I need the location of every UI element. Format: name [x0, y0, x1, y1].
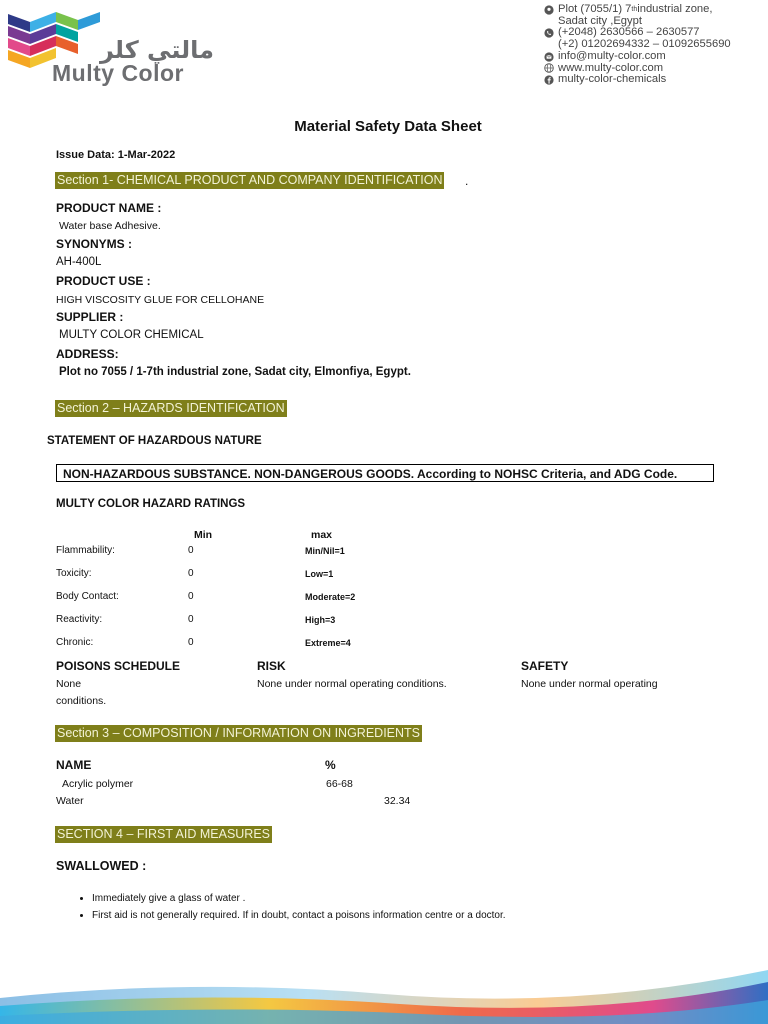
synonyms-value: AH-400L — [56, 256, 102, 268]
rating-label: Toxicity: — [56, 568, 92, 579]
contact-address — [544, 4, 766, 16]
section1-trailing-dot: . — [465, 174, 469, 188]
ingredient-name: Water — [56, 795, 84, 807]
facebook-text[interactable]: multy-color-chemicals — [558, 73, 667, 86]
email-text[interactable]: info@multy-color.com — [558, 49, 666, 62]
section2-heading — [55, 400, 287, 417]
ingredient-name: Acrylic polymer — [62, 778, 134, 790]
rating-label: Body Contact: — [56, 591, 119, 602]
supplier-label: SUPPLIER : — [56, 310, 124, 324]
ratings-title: MULTY COLOR HAZARD RATINGS — [56, 498, 246, 510]
section4-heading-text: SECTION 4 – FIRST AID MEASURES — [57, 827, 271, 841]
email-icon — [544, 52, 554, 62]
safety-value: None under normal operating — [521, 678, 658, 690]
contact-facebook — [544, 74, 766, 86]
rating-min: 0 — [188, 637, 194, 648]
ingredient-percent: 66-68 — [326, 778, 353, 790]
contact-email — [544, 51, 766, 63]
ingredients-col-name: NAME — [56, 758, 92, 772]
first-aid-list — [78, 890, 506, 924]
risk-label: RISK — [257, 659, 286, 673]
section1-heading-text: Section 1- CHEMICAL PRODUCT AND COMPANY IDENTIFICATION — [57, 173, 443, 187]
rating-max: Extreme=4 — [305, 638, 351, 648]
poisons-schedule-label: POISONS SCHEDULE — [56, 659, 181, 673]
rating-label: Reactivity: — [56, 614, 103, 625]
list-item: • First aid is not generally required. If in doubt, contact a poisons information centre or a doctor. — [92, 907, 506, 924]
statement-box: NON-HAZARDOUS SUBSTANCE. NON-DANGEROUS GOODS. According to NOHSC Criteria, and ADG Code. — [56, 464, 714, 482]
product-use-value: HIGH VISCOSITY GLUE FOR CELLOHANE — [56, 294, 265, 306]
rating-label: Flammability: — [56, 545, 115, 556]
phone-icon — [544, 28, 554, 38]
rating-min: 0 — [188, 591, 194, 602]
supplier-value: MULTY COLOR CHEMICAL — [59, 329, 204, 341]
poisons-schedule-value: None — [56, 678, 82, 690]
phone-line2: (+2) 01202694332 – 01092655690 — [558, 38, 731, 51]
product-name-label: PRODUCT NAME : — [56, 201, 162, 215]
location-icon — [544, 5, 554, 15]
synonyms-label: SYNONYMS : — [56, 237, 133, 251]
safety-label: SAFETY — [521, 659, 569, 673]
rating-min: 0 — [188, 614, 194, 625]
product-name-value: Water base Adhesive. — [59, 220, 161, 232]
risk-value: None under normal operating conditions. — [257, 678, 447, 690]
swallowed-label: SWALLOWED : — [56, 859, 147, 873]
section2-heading-text: Section 2 – HAZARDS IDENTIFICATION — [57, 401, 285, 415]
ratings-col-min: Min — [194, 529, 213, 541]
address-line1: Plot (7055/1) 7 — [558, 3, 632, 15]
section1-heading — [55, 172, 444, 189]
statement-label: STATEMENT OF HAZARDOUS NATURE — [47, 435, 262, 447]
address-line2: Sadat city ,Egypt — [558, 14, 642, 27]
rating-min: 0 — [188, 568, 194, 579]
rating-max: Moderate=2 — [305, 592, 356, 602]
address-superscript: th — [631, 6, 638, 13]
rating-label: Chronic: — [56, 637, 94, 648]
footer-wave-decoration — [0, 960, 768, 1024]
website-text[interactable]: www.multy-color.com — [558, 61, 664, 74]
globe-icon — [544, 63, 554, 73]
safety-value-continued: conditions. — [56, 695, 107, 707]
section3-heading-text: Section 3 – COMPOSITION / INFORMATION ON INGREDIENTS — [57, 726, 421, 740]
address-value: Plot no 7055 / 1-7th industrial zone, Sadat city, Elmonfiya, Egypt. — [59, 366, 411, 378]
ingredient-percent: 32.34 — [384, 795, 411, 807]
contact-block — [544, 4, 766, 86]
rating-max: Min/Nil=1 — [305, 546, 345, 556]
rating-max: High=3 — [305, 615, 336, 625]
rating-max: Low=1 — [305, 569, 334, 579]
phone-line1: (+2048) 2630566 – 2630577 — [558, 26, 700, 39]
rating-min: 0 — [188, 545, 194, 556]
product-use-label: PRODUCT USE : — [56, 274, 151, 288]
facebook-icon — [544, 75, 554, 85]
address-line1-end: industrial zone, — [637, 3, 713, 15]
list-item: • Immediately give a glass of water . — [92, 890, 506, 907]
section4-heading — [55, 826, 272, 843]
address-label: ADDRESS: — [56, 347, 119, 361]
logo-english-text: Multy Color — [52, 60, 184, 86]
document-title: Material Safety Data Sheet — [294, 118, 482, 135]
section3-heading — [55, 725, 422, 742]
logo-arabic-text: مالتي كلر — [100, 36, 214, 64]
issue-date: Issue Data: 1-Mar-2022 — [56, 149, 176, 161]
ingredients-col-percent: % — [325, 758, 336, 772]
ratings-col-max: max — [311, 529, 333, 541]
